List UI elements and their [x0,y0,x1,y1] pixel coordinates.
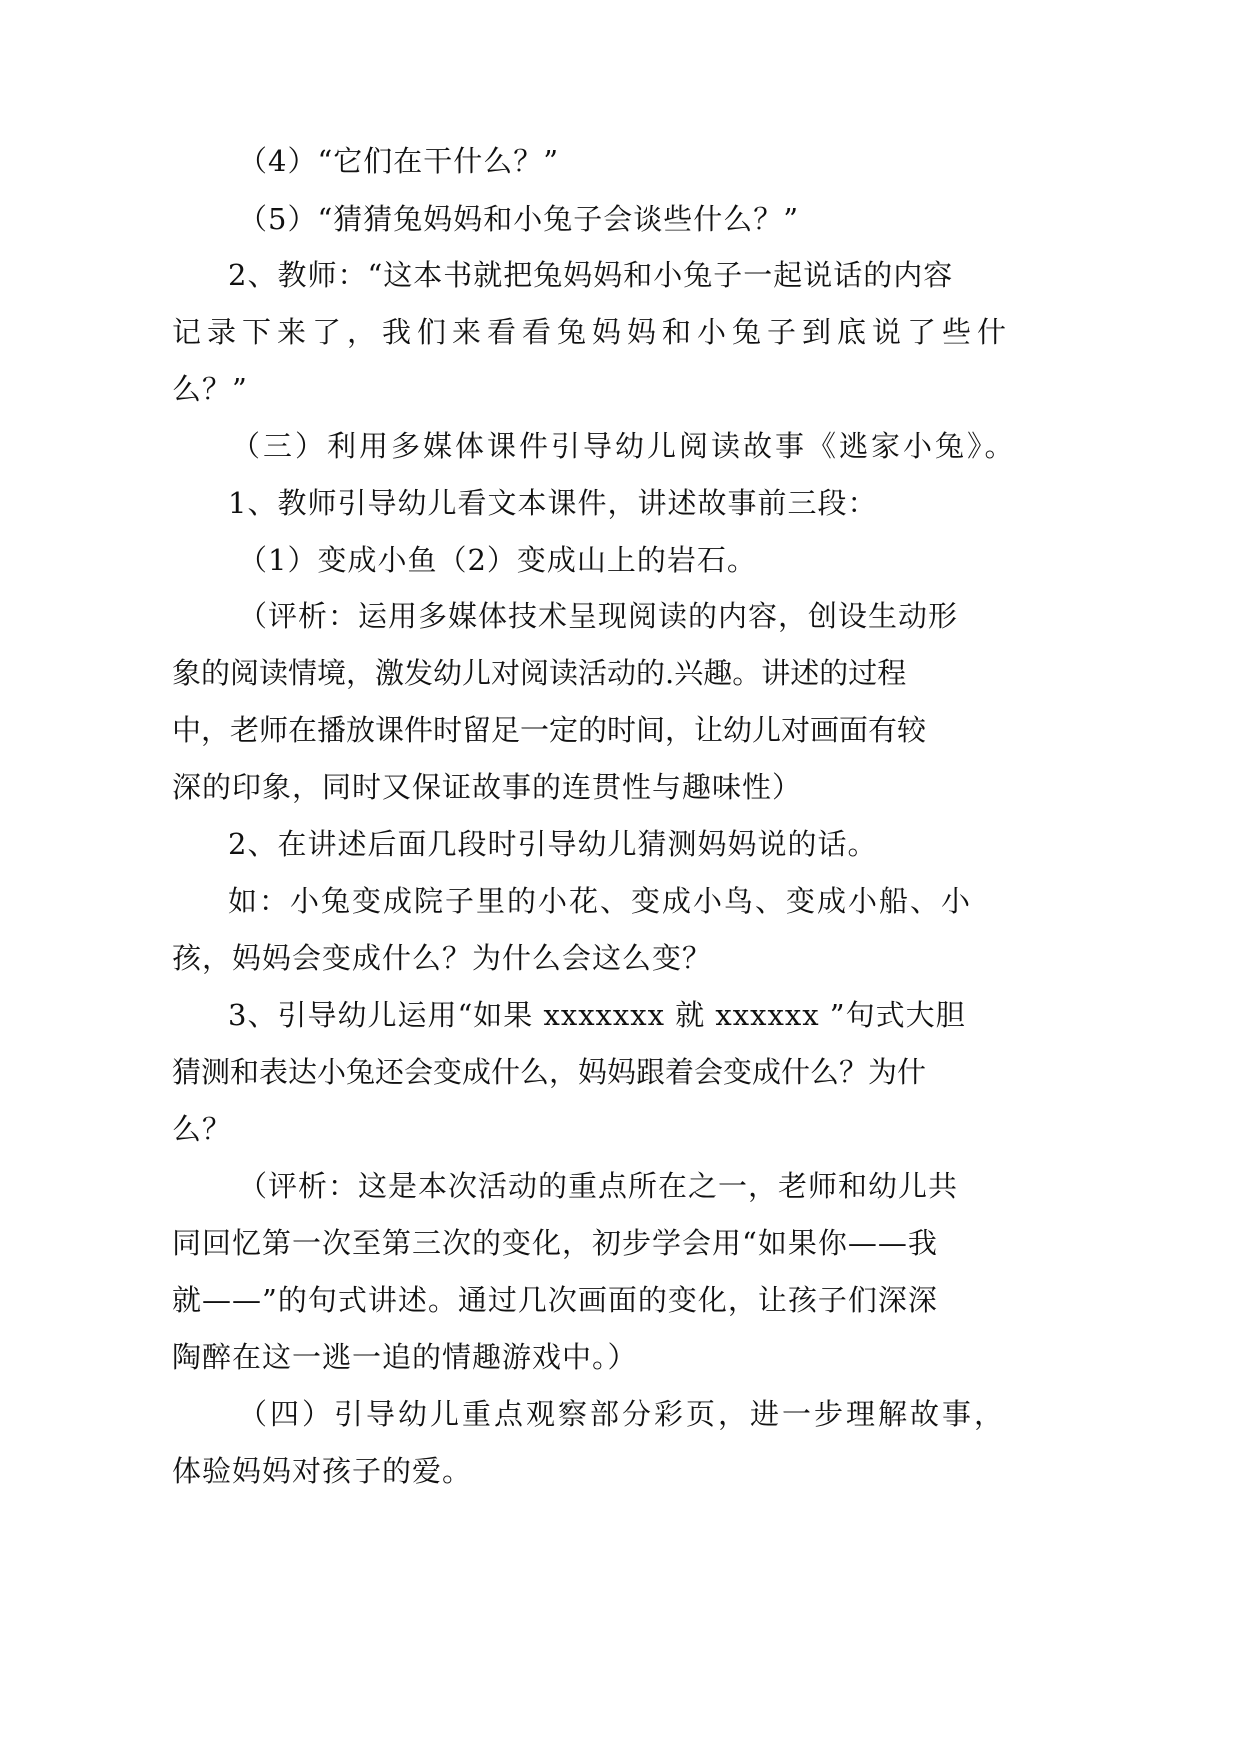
text-line: 3、引导幼儿运用“如果 xxxxxxx 就 xxxxxx ”句式大胆 [228,998,966,1032]
text-line: 2、教师：“这本书就把兔妈妈和小兔子一起说话的内容 [228,258,954,292]
text-line: （5）“猜猜兔妈妈和小兔子会谈些什么？” [238,202,800,236]
text-line: 1、教师引导幼儿看文本课件，讲述故事前三段： [228,486,878,520]
text-line: 如：小兔变成院子里的小花、变成小鸟、变成小船、小 [228,884,973,918]
text-line: 陶醉在这一逃一追的情趣游戏中。） [172,1340,638,1374]
text-line: （评析：这是本次活动的重点所在之一，老师和幼儿共 [238,1169,959,1203]
text-line: 孩，妈妈会变成什么？为什么会这么变？ [172,941,713,975]
text-line: 象的阅读情境，激发幼儿对阅读活动的.兴趣。讲述的过程 [172,656,907,690]
text-line: 2、在讲述后面几段时引导幼儿猜测妈妈说的话。 [228,827,878,861]
text-line: 同回忆第一次至第三次的变化，初步学会用“如果你——我 [172,1226,938,1260]
text-line: 体验妈妈对孩子的爱。 [172,1454,473,1488]
text-line: （三）利用多媒体课件引导幼儿阅读故事《逃家小兔》。 [231,429,1017,463]
text-line: 就——”的句式讲述。通过几次画面的变化，让孩子们深深 [172,1283,938,1317]
text-line: （四）引导幼儿重点观察部分彩页，进一步理解故事， [238,1397,1007,1431]
text-line: （4）“它们在干什么？” [238,144,560,178]
text-line: 深的印象，同时又保证故事的连贯性与趣味性） [172,770,803,804]
text-line: 猜测和表达小兔还会变成什么，妈妈跟着会变成什么？为什 [172,1055,927,1089]
text-line: 记录下来了，我们来看看兔妈妈和小兔子到底说了些什 [172,315,1013,349]
text-line: （1）变成小鱼（2）变成山上的岩石。 [238,543,757,577]
text-line: 中，老师在播放课件时留足一定的时间，让幼儿对画面有较 [172,713,927,747]
text-line: 么？” [172,372,248,406]
text-line: 么？ [172,1112,233,1146]
text-line: （评析：运用多媒体技术呈现阅读的内容，创设生动形 [238,599,959,633]
